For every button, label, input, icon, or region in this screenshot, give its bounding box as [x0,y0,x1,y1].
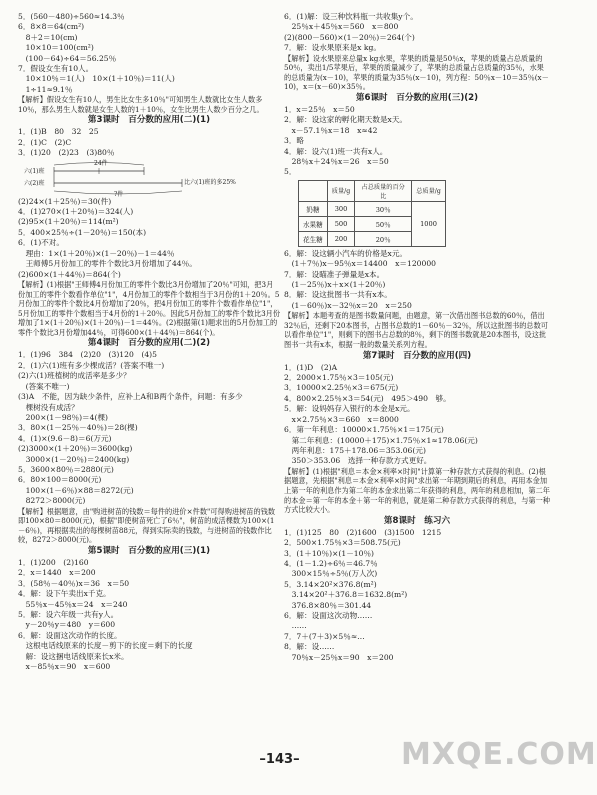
answer-block [18,127,280,158]
analysis-note: 【解析】本题考查的是图书数量问题，由题意，第一次借出图书总数的60％，借出32％后，还剩下20本图书，占图书总数的1－60％－32％，所以这批图书的总数可以看作单位"1"，则剩下的图书占总数的8％，剩下的图书数就是20本图书，设这批图书一共有x本，根据一般的数量关系列方程。 [284,311,548,350]
answer-line: 7．解：设水果原来是x kg。 [284,43,381,53]
answer-line: 70％x－25％x＝90 x＝200 [284,652,394,662]
answer-line: 7．7＋(7＋3)×5％≈… [284,631,365,641]
answer-line: 3．10000×2.25％×3＝675(元) [284,383,399,393]
page-number-value: 143 [265,752,294,767]
answer-line: 8＋2＝10(cm) [18,32,78,42]
answer-line: 5． [284,167,297,177]
answer-line: (2)六(1)班植树的成活率是多少？ [18,371,131,381]
table-header-row [299,180,446,201]
answer-line: 376.8×80％＝301.44 [284,600,372,610]
answer-block [18,558,280,672]
answer-line: 棵树没有成活？ [18,402,79,412]
table-cell: 200 [327,231,354,246]
answer-line: 3000×(1－20％)＝2400(kg) [18,454,130,464]
analysis-note: 【解析】(1)根据"利息＝本金×利率×时间"计算第一种存款方式获得的利息。(2)根据题意，先根据"利息＝本金×利率×时间"求出第一年期到期后的利息，再用本金加上第一年的利息作为第二年的本金求出第二年获得的利息，两年的利息相加，第二年的本金＝第一年的本金＋第一年的利息，就是第二种存款方式获得的利息，与第一种方式比较大小。 [284,466,550,515]
left-column [18,12,280,672]
answer-line: 200×(1－98％)＝4(棵) [18,412,109,422]
answer-line: 4．解：设下午卖出x千克。 [18,589,111,599]
answer-line: 3.14×20²＋376.8＝1632.8(m²) [284,590,408,600]
answer-line: 2．2000×1.75％×3＝105(元) [284,373,394,383]
answer-line: 6．(1)不对。 [18,238,64,248]
answer-line: 350＞353.06 选择一种存款方式更好。 [284,456,432,466]
diagram-row2-label: 六(2)班 [24,179,45,187]
answer-line: x×2.75％×3＝660 x＝8000 [284,414,399,424]
answer-line: 6．80×100＝8000(元) [18,475,102,485]
answer-line: (2)600×(1＋44％)＝864(个) [18,269,121,279]
lesson-title: 第3课时 百分数的应用(二)(1) [87,115,211,126]
candy-table [298,180,446,247]
answer-line: 解：设这捆电话线原来长x米。 [18,651,129,661]
answer-line: x－85％x＝90 x＝600 [18,662,111,671]
answer-block [284,363,550,467]
answer-line: …… [284,621,307,631]
answer-line: 6．(1)解：设三种饮料瓶一共收集y个。 [284,12,418,21]
answer-line: 2．500×1.75％×3＝508.75(元) [284,538,401,548]
answer-line: 7．假设女生有10人。 [18,64,94,74]
answer-line: 6．第一年利息：10000×1.75％×1＝175(元) [284,425,444,435]
table-header-cell: 占总质量的百分比 [355,180,412,201]
table-cell: 300 [327,201,354,216]
answer-block [18,12,280,95]
answer-line: 3．(1)20 (2)23 (3)80％ [18,148,115,158]
right-column [284,12,550,663]
answer-line: 3．80×(1－25％－40％)＝28(棵) [18,423,138,433]
table-cell: 水果糖 [299,216,328,231]
answer-line: (2)95×(1＋20％)＝114(m²) [18,217,119,227]
table-cell: 奶糖 [299,201,328,216]
answer-line: 王师傅5月份加工的零件个数比3月份增加了44％。 [18,259,197,269]
answer-line: 5．3.14×20²×376.8(m²) [284,579,377,589]
answer-line: 7．解：设瞄准子弹量是x本。 [284,269,385,279]
answer-line: 4．(1－1.2)÷6％＝46.7％ [284,558,378,568]
answer-line: 1．(1)B 80 32 25 [18,127,99,137]
lesson-title: 第6课时 百分数的应用(三)(2) [355,93,479,103]
answer-line: 两年利息：175＋178.06＝353.06(元) [284,445,426,455]
table-row [299,201,446,216]
line-segment-diagram [24,159,280,198]
answer-line: (2)(800－560)×(1－20％)＝264(个) [284,32,415,42]
table-cell: 500 [327,216,354,231]
answer-line: 8．解：设…… [284,642,335,652]
analysis-note: 【解析】假设女生有10人，男生比女生多10％"可知男生人数就比女生人数多10％，那么男生人数就是女生人数的1＋10％，女生比男生人数少百分之几。 [18,95,264,114]
diagram-right-label: 比六(1)班的多25% [184,178,236,186]
answer-line: 25％x＋45％x＝560 x＝800 [284,22,399,32]
answer-line: 5．解：设六年级一共有y人。 [18,609,119,619]
answer-line: 5．解：设妈妈存入银行的本金是x元。 [284,404,415,414]
answer-line: 2．(1)C (2)C [18,137,72,147]
answer-line: 5．3600×80％＝2880(元) [18,464,114,474]
lesson-title: 第8课时 练习六 [383,515,451,526]
answer-line: 1．(1)200 (2)160 [18,557,89,567]
answer-line: 2．x＝1440 x＝200 [18,568,96,578]
answer-line: 4．800×2.25％×3＝54(元) 495＞490 够。 [284,393,451,403]
answer-block [284,105,550,178]
table-header-cell: 质量/g [327,180,354,201]
table-header-cell [299,180,328,201]
answer-line: 28％x＋24％x＝26 x＝50 [284,157,389,167]
answer-line: 5．(560－480)÷560≈14.3％ [18,12,125,21]
answer-line: y－20％y＝480 y＝600 [18,620,116,630]
answer-line: 1．(1)96 384 (2)20 (3)120 (4)5 [18,350,157,360]
answer-line: 1．(1)125 80 (2)1600 (3)1500 1215 [284,527,442,537]
answer-line: (3)A 不能，因为缺少条件，应补上A和B两个条件，问题：有多少 [18,392,243,402]
answer-line: (1－25％)x＋x×(1＋20％) [284,280,386,290]
answer-block [18,350,280,506]
answer-line: 8．解：设这批图书一共有x本。 [284,290,392,300]
answer-line: 1．(1)D (2)A [284,362,338,372]
answer-line: 4．(1)×(9.6－8)＝6(万元) [18,433,112,443]
table-cell: 30％ [355,201,412,216]
answer-line: 55％x－45％x＝24 x＝240 [18,599,128,609]
table-cell: 50％ [355,216,412,231]
analysis-note: 【解析】设水果原来总量x kg水果，苹果的质量是50％x，苹果的质量占总质量的50％，卖出1/5苹果后，苹果的质量减少了，苹果的总质量占总质量的35％，水果的总质量为(x－10)，苹果的质量为35％(x－10)，列方程：50％x－10＝35％(x－10)，x＝(x－60)×35％。 [284,53,549,92]
answer-line: 理由：1×(1＋20％)×(1－20％)－1＝44％ [18,248,175,258]
answer-line: (1－60％)x－32％x＝20 x＝250 [284,300,412,310]
answer-line: 4．(1)270×(1＋20％)＝324(人) [18,207,134,217]
answer-line: 6．解：设这辆小汽车的价格是x元。 [284,248,408,258]
diagram-row1-label: 六(1)班 [24,167,45,175]
answer-line: 4．解：设六(1)班一共有x人。 [284,146,388,156]
answer-block [284,249,550,311]
answer-line: 3．(1＋10％)×(1－10％) [284,548,375,558]
answer-line: 3．(58％－40％)x＝36 x＝50 [18,578,130,588]
lesson-title: 第5课时 百分数的应用(三)(1) [87,545,211,556]
answer-line: (100－64)÷64＝56.25％ [18,53,117,63]
analysis-note: 【解析】根据题意，由"购进树苗的钱数＝每件的进价×件数"可得购进树苗的钱数即100×80＝8000(元)，根据"即使树苗死亡了6％"，树苗的成活棵数为100×(1－6％)，再根据卖出的每棵树苗88元，得到实际卖的钱数，与进树苗的钱数作比较，8272＞8000(元)。 [18,506,276,545]
answer-line: 6．解：设面这次动作的长度。 [18,630,122,640]
answer-block [284,12,550,54]
answer-line: 1÷11≈9.1％ [18,84,73,94]
diagram-top-label: 24件 [94,159,108,167]
table-total-cell: 1000 [412,201,446,246]
answer-line: (答案不唯一) [18,381,70,391]
answer-line: 这根电话线原来的长度－剪下的长度＝剩下的长度 [18,641,193,651]
answer-line: 8272＞8000(元) [18,496,86,506]
answer-line: 1．x＝25％ x＝50 [284,105,355,114]
answer-line: 3．略 [284,136,305,146]
answer-line: (2)24×(1＋25％)＝30(件) [18,196,112,206]
table-cell: 花生糖 [299,231,328,246]
table-cell: 20％ [355,231,412,246]
answer-block [18,197,280,280]
answer-line: 6．解：设面这次动物…… [284,610,373,620]
answer-line: 2．解：设这家的孵化期天数是x天。 [284,115,408,125]
answer-block [284,528,550,663]
diagram-bottom-label: ?件 [114,190,124,198]
answer-line: 300×15％÷5％(万人次) [284,569,378,579]
answer-line: x－57.1％x＝18 x≈42 [284,125,378,135]
answer-line: 5．400×25％÷(1－20％)＝150(本) [18,227,147,237]
lesson-title: 第4课时 百分数的应用(二)(2) [87,338,211,349]
answer-line: 2．(1)六(1)班有多少棵成活？(答案不唯一) [18,360,165,370]
answer-line: 10×10＝100(cm²) [18,43,94,53]
table-header-cell: 总质量/g [412,180,446,201]
watermark-logo: MXQE.COM [401,737,597,772]
page-number: –143– [259,752,300,767]
lesson-title: 第7课时 百分数的应用(四) [362,350,472,361]
answer-line: 10×10％＝1(人) 10×(1＋10％)＝11(人) [18,74,175,84]
answer-line: 6．8×8＝64(cm²) [18,22,85,32]
answer-line: (2)3000×(1＋20％)＝3600(kg) [18,444,133,454]
answer-line: 100×(1－6％)×88＝8272(元) [18,485,134,495]
analysis-note: 【解析】(1)根据"王师傅4月份加工的零件个数比3月份增加了20％"可知，把3月份加工的零件个数看作单位"1"，4月份加工的零件个数相当于3月份的1＋20％。5月份加工的零件个数比4月份增加了20％，把4月份加工的零件个数看作单位"1"，5月份加工的零件个数相当于4月份的1＋20％。因此5月份加工的零件个数比3月份增加了1×(1＋20％)×(1＋20％)－1＝44％。(2)根据第(1)题求出的5月份加工的零件个数比3月份增加44％，可得600×(1＋44％)＝864(个)。 [18,279,281,337]
answer-line: 第二年利息：(10000＋175)×1.75％×1≈178.06(元) [284,435,478,445]
answer-line: (1＋7％)x－95％x＝14400 x＝120000 [284,259,436,269]
